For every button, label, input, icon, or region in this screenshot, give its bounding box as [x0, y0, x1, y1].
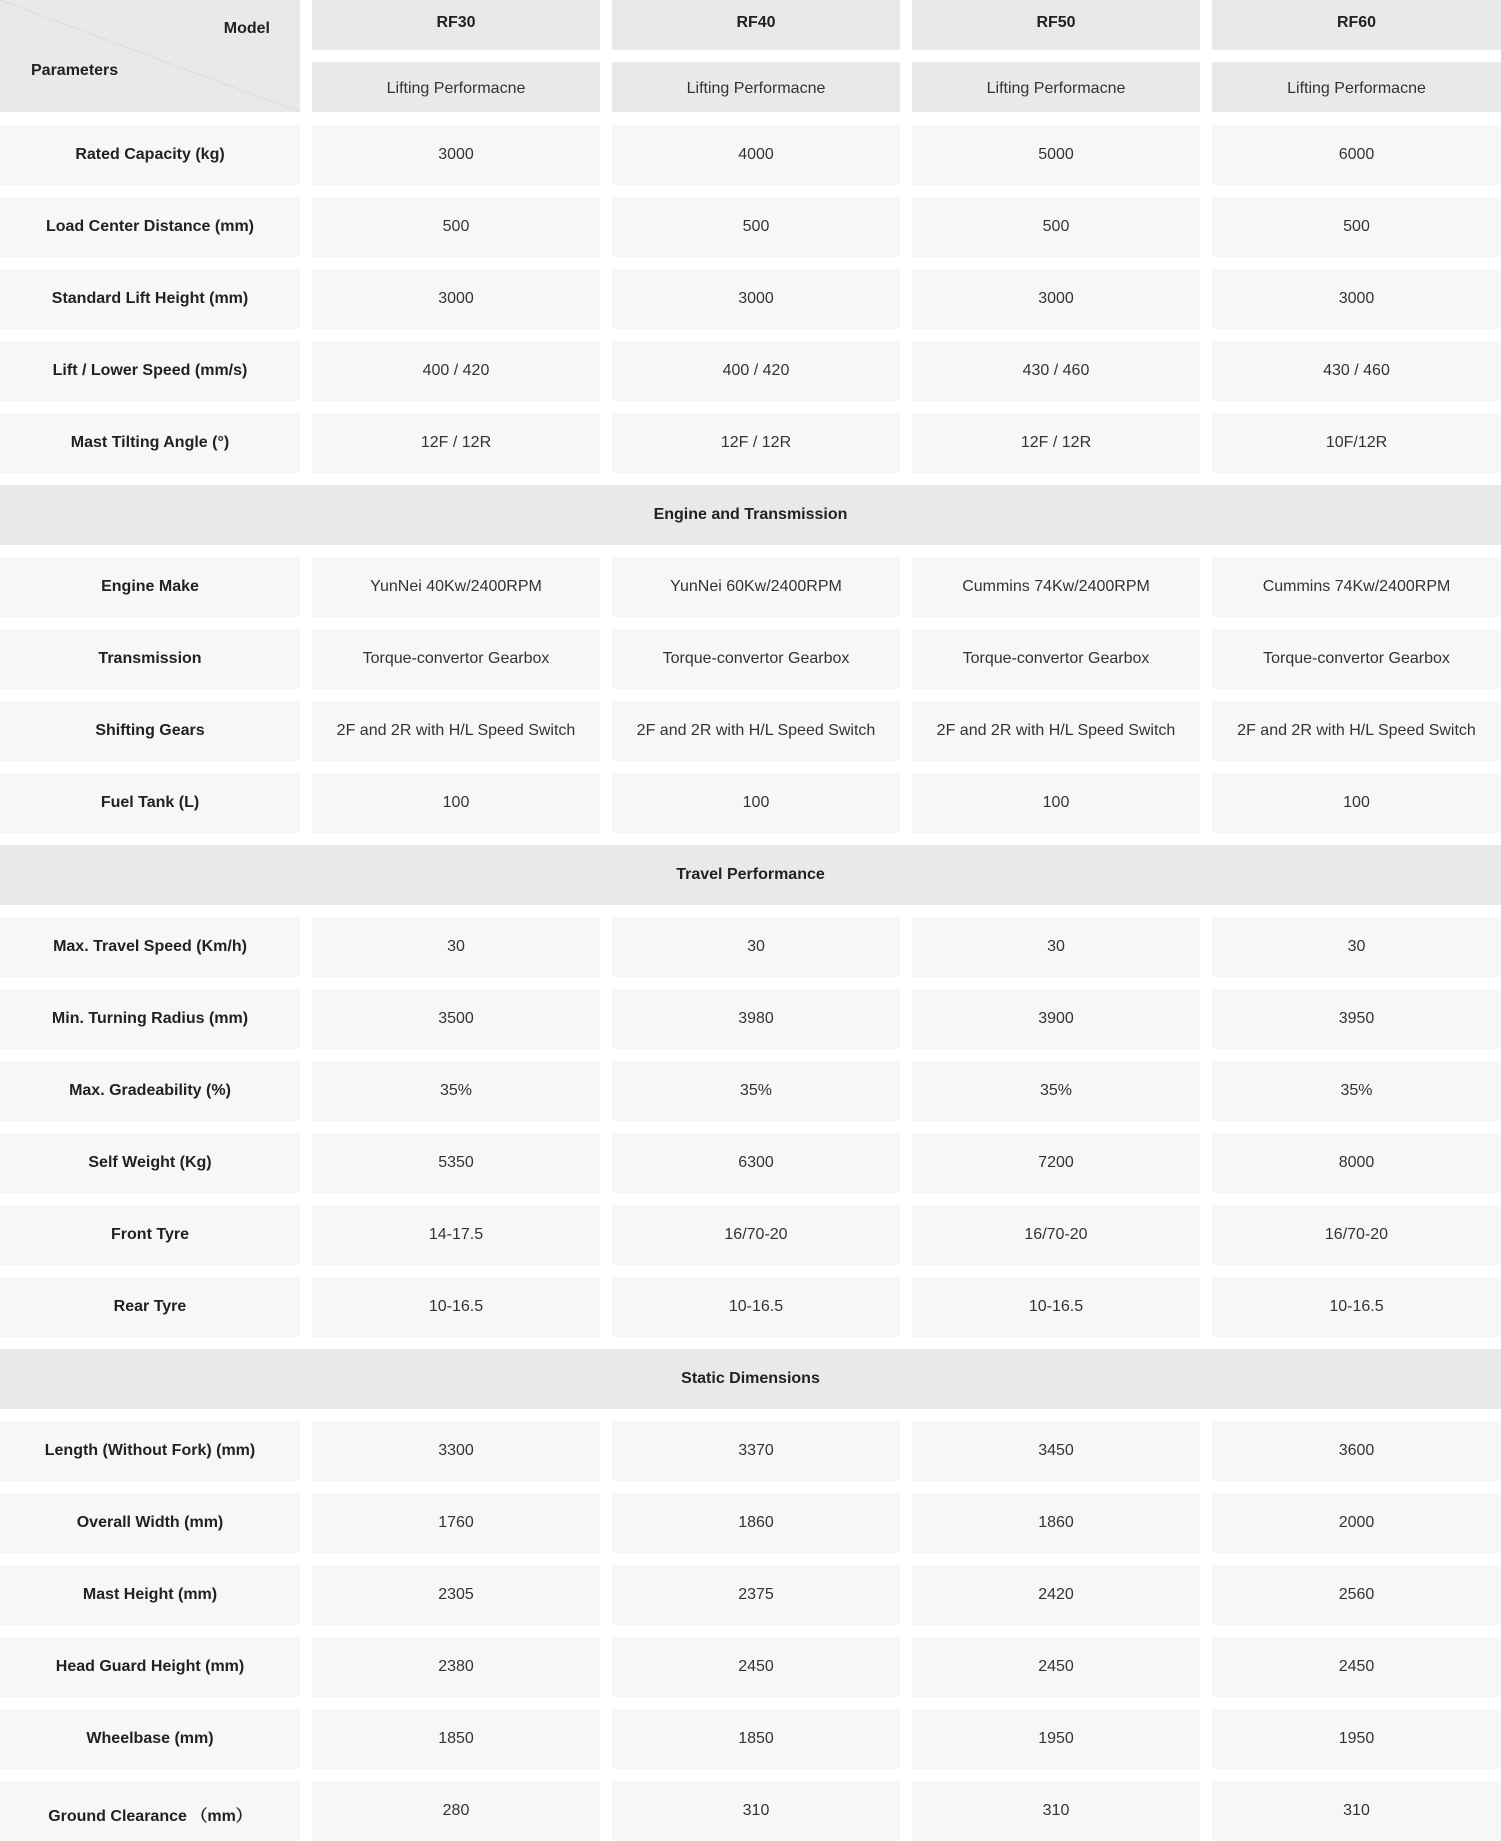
value-cell: 30 — [912, 917, 1200, 977]
table-row — [0, 701, 1501, 761]
section-header-engine: Engine and Transmission — [0, 485, 1501, 545]
model-name: RF40 — [612, 0, 900, 50]
value-cell: 1850 — [312, 1709, 600, 1769]
model-subtitle: Lifting Performacne — [612, 62, 900, 112]
value-cell: 35% — [1212, 1061, 1501, 1121]
value-cell: 1860 — [612, 1493, 900, 1553]
diagonal-divider — [0, 0, 300, 112]
model-column-rf30 — [312, 0, 600, 112]
value-cell: 1860 — [912, 1493, 1200, 1553]
value-cell: 500 — [612, 197, 900, 257]
value-cell: 3000 — [612, 269, 900, 329]
value-cell: 3000 — [312, 125, 600, 185]
value-cell: 10-16.5 — [612, 1277, 900, 1337]
value-cell: 2305 — [312, 1565, 600, 1625]
model-name: RF30 — [312, 0, 600, 50]
value-cell: 3900 — [912, 989, 1200, 1049]
parameter-label: Length (Without Fork) (mm) — [0, 1421, 300, 1481]
parameter-label: Rated Capacity (kg) — [0, 125, 300, 185]
value-cell: 3000 — [912, 269, 1200, 329]
value-cell: 10F/12R — [1212, 413, 1501, 473]
value-cell: 400 / 420 — [612, 341, 900, 401]
parameter-label: Ground Clearance （mm） — [0, 1781, 300, 1841]
value-cell: 310 — [1212, 1781, 1501, 1841]
value-cell: 14-17.5 — [312, 1205, 600, 1265]
parameter-label: Load Center Distance (mm) — [0, 197, 300, 257]
table-row — [0, 1781, 1501, 1841]
table-row — [0, 629, 1501, 689]
value-cell: 2450 — [612, 1637, 900, 1697]
table-header — [0, 0, 1501, 112]
parameter-label: Mast Tilting Angle (°) — [0, 413, 300, 473]
model-name: RF50 — [912, 0, 1200, 50]
value-cell: 5000 — [912, 125, 1200, 185]
value-cell: 6300 — [612, 1133, 900, 1193]
parameters-header-label: Parameters — [31, 62, 119, 79]
model-name: RF60 — [1212, 0, 1501, 50]
value-cell: 3980 — [612, 989, 900, 1049]
parameter-label: Self Weight (Kg) — [0, 1133, 300, 1193]
value-cell: Torque-convertor Gearbox — [1212, 629, 1501, 689]
value-cell: 500 — [1212, 197, 1501, 257]
value-cell: Torque-convertor Gearbox — [912, 629, 1200, 689]
value-cell: 2F and 2R with H/L Speed Switch — [612, 701, 900, 761]
value-cell: 310 — [612, 1781, 900, 1841]
value-cell: 2420 — [912, 1565, 1200, 1625]
value-cell: 100 — [312, 773, 600, 833]
parameter-label: Shifting Gears — [0, 701, 300, 761]
value-cell: 100 — [1212, 773, 1501, 833]
model-column-rf60 — [1212, 0, 1501, 112]
value-cell: 1850 — [612, 1709, 900, 1769]
value-cell: 3500 — [312, 989, 600, 1049]
value-cell: 8000 — [1212, 1133, 1501, 1193]
table-row — [0, 125, 1501, 185]
parameter-label: Fuel Tank (L) — [0, 773, 300, 833]
value-cell: 7200 — [912, 1133, 1200, 1193]
value-cell: 2F and 2R with H/L Speed Switch — [1212, 701, 1501, 761]
value-cell: 500 — [912, 197, 1200, 257]
value-cell: 400 / 420 — [312, 341, 600, 401]
value-cell: 3300 — [312, 1421, 600, 1481]
section-header-travel: Travel Performance — [0, 845, 1501, 905]
value-cell: 2375 — [612, 1565, 900, 1625]
value-cell: 35% — [912, 1061, 1200, 1121]
value-cell: 2450 — [1212, 1637, 1501, 1697]
value-cell: Torque-convertor Gearbox — [612, 629, 900, 689]
table-row — [0, 1565, 1501, 1625]
parameter-label: Wheelbase (mm) — [0, 1709, 300, 1769]
table-row — [0, 557, 1501, 617]
table-row — [0, 1421, 1501, 1481]
value-cell: 3450 — [912, 1421, 1200, 1481]
table-row — [0, 917, 1501, 977]
value-cell: 2380 — [312, 1637, 600, 1697]
table-row — [0, 341, 1501, 401]
model-column-rf40 — [612, 0, 900, 112]
value-cell: 280 — [312, 1781, 600, 1841]
value-cell: 2560 — [1212, 1565, 1501, 1625]
value-cell: 2F and 2R with H/L Speed Switch — [312, 701, 600, 761]
parameter-label: Max. Travel Speed (Km/h) — [0, 917, 300, 977]
table-row — [0, 269, 1501, 329]
value-cell: 10-16.5 — [1212, 1277, 1501, 1337]
value-cell: 500 — [312, 197, 600, 257]
model-subtitle: Lifting Performacne — [312, 62, 600, 112]
value-cell: 3950 — [1212, 989, 1501, 1049]
value-cell: 2450 — [912, 1637, 1200, 1697]
value-cell: Torque-convertor Gearbox — [312, 629, 600, 689]
model-column-rf50 — [912, 0, 1200, 112]
value-cell: 2F and 2R with H/L Speed Switch — [912, 701, 1200, 761]
value-cell: 100 — [912, 773, 1200, 833]
value-cell: 12F / 12R — [612, 413, 900, 473]
table-body — [0, 125, 1501, 1841]
value-cell: 30 — [1212, 917, 1501, 977]
table-row — [0, 1493, 1501, 1553]
value-cell: 16/70-20 — [912, 1205, 1200, 1265]
section-header-static: Static Dimensions — [0, 1349, 1501, 1409]
value-cell: YunNei 40Kw/2400RPM — [312, 557, 600, 617]
model-header-label: Model — [223, 20, 270, 37]
table-row — [0, 413, 1501, 473]
model-subtitle: Lifting Performacne — [912, 62, 1200, 112]
parameter-label: Front Tyre — [0, 1205, 300, 1265]
parameter-label: Max. Gradeability (%) — [0, 1061, 300, 1121]
table-row — [0, 1205, 1501, 1265]
table-row — [0, 989, 1501, 1049]
value-cell: 3600 — [1212, 1421, 1501, 1481]
value-cell: Cummins 74Kw/2400RPM — [1212, 557, 1501, 617]
value-cell: Cummins 74Kw/2400RPM — [912, 557, 1200, 617]
table-row — [0, 1061, 1501, 1121]
parameter-label: Head Guard Height (mm) — [0, 1637, 300, 1697]
value-cell: 3000 — [312, 269, 600, 329]
value-cell: 30 — [612, 917, 900, 977]
table-row — [0, 1277, 1501, 1337]
model-subtitle: Lifting Performacne — [1212, 62, 1501, 112]
value-cell: 12F / 12R — [312, 413, 600, 473]
value-cell: 6000 — [1212, 125, 1501, 185]
parameter-label: Standard Lift Height (mm) — [0, 269, 300, 329]
value-cell: 30 — [312, 917, 600, 977]
value-cell: YunNei 60Kw/2400RPM — [612, 557, 900, 617]
value-cell: 100 — [612, 773, 900, 833]
parameter-label: Min. Turning Radius (mm) — [0, 989, 300, 1049]
table-row — [0, 773, 1501, 833]
table-row — [0, 197, 1501, 257]
parameter-label: Overall Width (mm) — [0, 1493, 300, 1553]
value-cell: 4000 — [612, 125, 900, 185]
value-cell: 310 — [912, 1781, 1200, 1841]
value-cell: 12F / 12R — [912, 413, 1200, 473]
parameter-label: Mast Height (mm) — [0, 1565, 300, 1625]
parameter-label: Lift / Lower Speed (mm/s) — [0, 341, 300, 401]
value-cell: 35% — [312, 1061, 600, 1121]
value-cell: 2000 — [1212, 1493, 1501, 1553]
parameter-label: Engine Make — [0, 557, 300, 617]
value-cell: 16/70-20 — [612, 1205, 900, 1265]
parameter-label: Transmission — [0, 629, 300, 689]
value-cell: 35% — [612, 1061, 900, 1121]
value-cell: 430 / 460 — [912, 341, 1200, 401]
value-cell: 3000 — [1212, 269, 1501, 329]
value-cell: 1760 — [312, 1493, 600, 1553]
value-cell: 1950 — [1212, 1709, 1501, 1769]
table-row — [0, 1133, 1501, 1193]
value-cell: 16/70-20 — [1212, 1205, 1501, 1265]
table-row — [0, 1709, 1501, 1769]
value-cell: 10-16.5 — [312, 1277, 600, 1337]
value-cell: 10-16.5 — [912, 1277, 1200, 1337]
parameter-label: Rear Tyre — [0, 1277, 300, 1337]
value-cell: 1950 — [912, 1709, 1200, 1769]
header-corner-cell — [0, 0, 300, 112]
table-row — [0, 1637, 1501, 1697]
value-cell: 430 / 460 — [1212, 341, 1501, 401]
value-cell: 5350 — [312, 1133, 600, 1193]
value-cell: 3370 — [612, 1421, 900, 1481]
